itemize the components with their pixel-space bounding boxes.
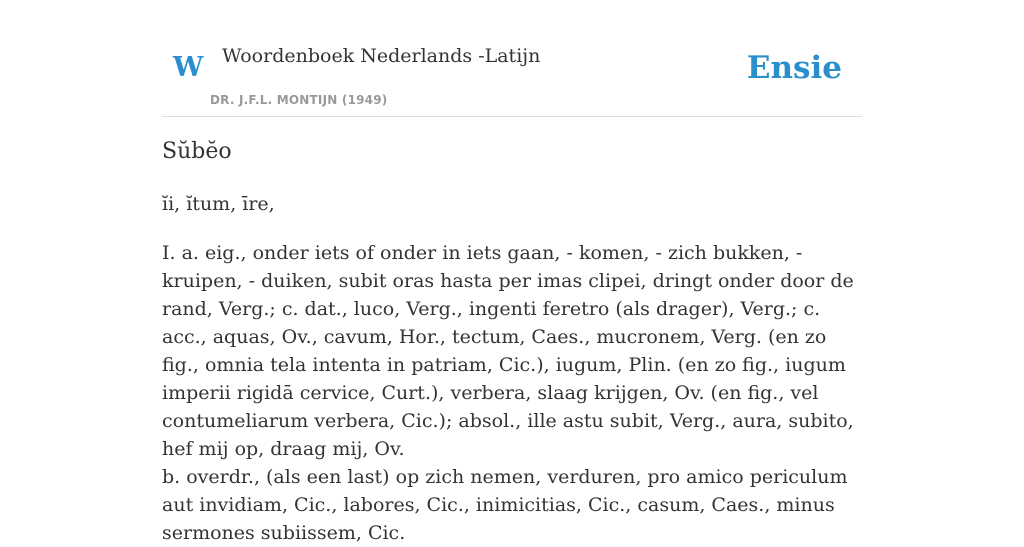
ensie-logo[interactable]: Ensie xyxy=(746,50,842,86)
entry-forms: ĭi, ĭtum, īre, xyxy=(162,193,275,215)
definition-paragraph: b. overdr., (als een last) op zich nemen, verduren, pro amico periculum aut invidiam, Cic., labores, Cic., inimicitias, Cic., casum, Caes., minus sermones subiissem, Cic. xyxy=(162,466,848,544)
dictionary-author: DR. J.F.L. MONTIJN (1949) xyxy=(210,93,388,107)
dictionary-title[interactable]: Woordenboek Nederlands -Latijn xyxy=(222,45,541,67)
w-logo-icon[interactable]: W xyxy=(173,52,204,83)
entry-definition xyxy=(162,239,862,547)
entry-headword: Sŭbĕo xyxy=(162,139,232,164)
dictionary-header xyxy=(162,0,862,117)
definition-paragraph: I. a. eig., onder iets of onder in iets gaan, - komen, - zich bukken, - kruipen, - duiken, subit oras hasta per imas clipei, dringt onder door de rand, Verg.; c. dat., luco, Verg., ingenti feretro (als drager), Verg.; c. acc., aquas, Ov., cavum, Hor., tectum, Caes., mucronem, Verg. (en zo fig., omnia tela intenta in patriam, Cic.), iugum, Plin. (en zo fig., iugum imperii rigidā cervice, Curt.), verbera, slaag krijgen, Ov. (en fig., vel contumeliarum verbera, Cic.); absol., ille astu subit, Verg., aura, subito, hef mij op, draag mij, Ov. xyxy=(162,242,854,460)
